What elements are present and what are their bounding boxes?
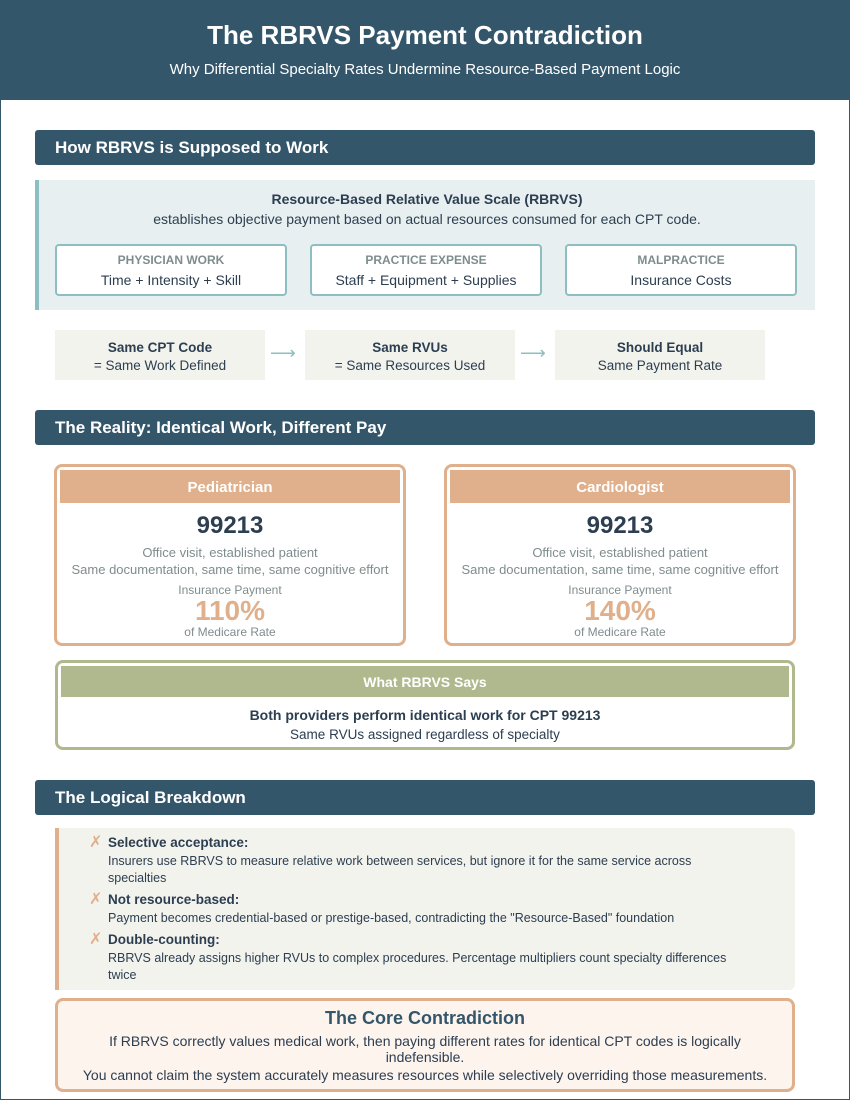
- cpt-code: 99213: [586, 512, 654, 539]
- section-header-how: How RBRVS is Supposed to Work: [35, 130, 815, 165]
- component-physician-work: [55, 244, 287, 296]
- component-value: Staff + Equipment + Supplies: [335, 272, 517, 288]
- card-desc: Office visit, established patient: [142, 545, 318, 560]
- item-label: Not resource-based:: [108, 892, 240, 907]
- flow-step-payment: [555, 330, 765, 380]
- flow-step-cpt: [55, 330, 265, 380]
- says-main: Both providers perform identical work for CPT 99213: [249, 707, 601, 723]
- item-label: Double-counting:: [108, 932, 220, 947]
- component-label: PHYSICIAN WORK: [117, 253, 225, 267]
- x-mark-icon: ✗: [89, 891, 103, 908]
- component-label: MALPRACTICE: [637, 253, 725, 267]
- component-malpractice: [565, 244, 797, 296]
- item-text: RBRVS already assigns higher RVUs to complex procedures. Percentage multipliers count specialty differences twice: [108, 951, 727, 982]
- says-sub: Same RVUs assigned regardless of specialty: [290, 727, 560, 742]
- list-item: [89, 891, 795, 927]
- item-label: Selective acceptance:: [108, 835, 249, 850]
- core-contradiction: [55, 998, 795, 1092]
- cpt-code: 99213: [196, 512, 264, 539]
- list-item: [89, 931, 795, 984]
- payment-percent: 110%: [194, 595, 266, 626]
- list-item: [89, 834, 795, 887]
- arrow-right-icon: ⟶: [270, 343, 296, 363]
- card-title: Pediatrician: [60, 470, 400, 503]
- breakdown-list: [55, 828, 795, 990]
- what-rbrvs-says: [55, 660, 795, 750]
- card-desc: Same documentation, same time, same cognitive effort: [71, 562, 389, 577]
- page-subtitle: Why Differential Specialty Rates Undermine Resource-Based Payment Logic: [169, 61, 681, 78]
- x-mark-icon: ✗: [89, 931, 103, 948]
- flow-text: = Same Resources Used: [334, 358, 486, 373]
- component-label: PRACTICE EXPENSE: [365, 253, 487, 267]
- intro-text: establishes objective payment based on actual resources consumed for each CPT code.: [153, 211, 701, 227]
- flow-title: Same RVUs: [372, 340, 448, 355]
- payment-label: Insurance Payment: [178, 583, 282, 597]
- says-title: What RBRVS Says: [61, 666, 789, 697]
- flow-step-rvus: [305, 330, 515, 380]
- component-value: Time + Intensity + Skill: [100, 272, 242, 288]
- component-practice-expense: [310, 244, 542, 296]
- item-text: Payment becomes credential-based or prestige-based, contradicting the "Resource-Based" foundation: [108, 911, 675, 925]
- card-pediatrician: [54, 464, 406, 646]
- header: [0, 0, 850, 100]
- payment-label: Insurance Payment: [568, 583, 672, 597]
- x-mark-icon: ✗: [89, 834, 103, 851]
- page-title: The RBRVS Payment Contradiction: [207, 20, 643, 50]
- card-desc: Same documentation, same time, same cognitive effort: [461, 562, 779, 577]
- percent-label: of Medicare Rate: [184, 625, 276, 639]
- section-header-breakdown: The Logical Breakdown: [35, 780, 815, 815]
- core-title: The Core Contradiction: [324, 1008, 525, 1028]
- percent-label: of Medicare Rate: [574, 625, 666, 639]
- intro-title: Resource-Based Relative Value Scale (RBRVS): [271, 191, 583, 207]
- flow-title: Should Equal: [616, 340, 704, 355]
- card-desc: Office visit, established patient: [532, 545, 708, 560]
- rbrvs-intro: [35, 180, 815, 310]
- component-value: Insurance Costs: [630, 272, 732, 288]
- card-title: Cardiologist: [450, 470, 790, 503]
- arrow-right-icon: ⟶: [520, 343, 546, 363]
- payment-percent: 140%: [584, 595, 656, 626]
- core-text-1: If RBRVS correctly values medical work, then paying different rates for identical CPT codes is logically indefensible.: [109, 1033, 741, 1065]
- flow-text: = Same Work Defined: [93, 358, 227, 373]
- flow-title: Same CPT Code: [107, 340, 213, 355]
- flow-text: Same Payment Rate: [597, 358, 723, 373]
- item-text: Insurers use RBRVS to measure relative work between services, but ignore it for the same service across specialties: [108, 854, 692, 885]
- section-header-reality: The Reality: Identical Work, Different Pay: [35, 410, 815, 445]
- card-cardiologist: [444, 464, 796, 646]
- core-text-2: You cannot claim the system accurately measures resources while selectively overriding those measurements.: [82, 1067, 768, 1083]
